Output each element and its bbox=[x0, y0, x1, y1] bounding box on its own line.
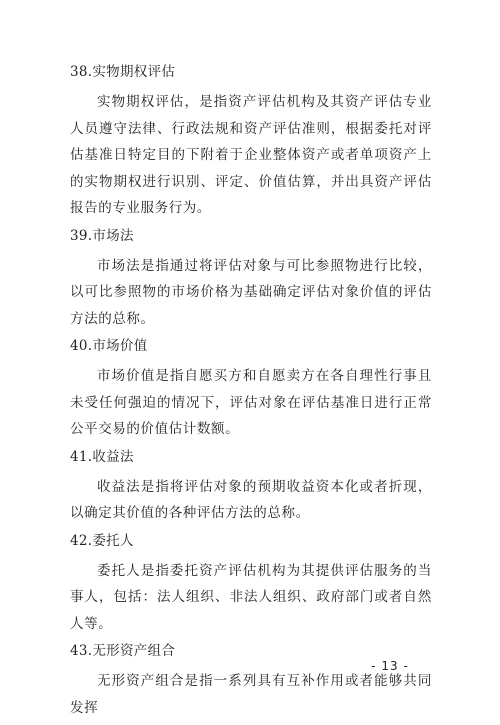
section-heading: 43.无形资产组合 bbox=[70, 643, 176, 659]
section-paragraph: 市场法是指通过将评估对象与可比参照物进行比较，以可比参照物的市场价格为基础确定评估对象价值的评估方法的总称。 bbox=[70, 257, 432, 327]
section-heading: 39.市场法 bbox=[70, 227, 134, 244]
section-39 bbox=[70, 226, 432, 333]
section-40 bbox=[70, 336, 432, 443]
section-paragraph: 实物期权评估，是指资产评估机构及其资产评估专业人员遵守法律、行政法规和资产评估准则，根据委托对评估基准日特定目的下附着于企业整体资产或者单项资产上的实物期权进行识别、评定、价值估算，并出具资产评估报告的专业服务行为。 bbox=[70, 94, 432, 216]
document-body bbox=[70, 62, 432, 725]
section-heading: 41.收益法 bbox=[70, 448, 134, 465]
section-38 bbox=[70, 62, 432, 222]
section-paragraph: 收益法是指将评估对象的预期收益资本化或者折现，以确定其价值的各种评估方法的总称。 bbox=[70, 478, 432, 521]
section-42 bbox=[70, 531, 432, 638]
section-41 bbox=[70, 447, 432, 527]
section-heading: 42.委托人 bbox=[70, 532, 134, 549]
section-43 bbox=[70, 641, 432, 721]
section-paragraph: 无形资产组合是指一系列具有互补作用或者能够共同发挥 bbox=[70, 673, 432, 716]
section-paragraph: 市场价值是指自愿买方和自愿卖方在各自理性行事且未受任何强迫的情况下，评估对象在评估基准日进行正常公平交易的价值估计数额。 bbox=[70, 368, 432, 437]
page-number: - 13 - bbox=[371, 659, 409, 673]
section-paragraph: 委托人是指委托资产评估机构为其提供评估服务的当事人，包括：法人组织、非法人组织、政府部门或者自然人等。 bbox=[70, 562, 432, 632]
section-heading: 38.实物期权评估 bbox=[70, 64, 176, 80]
section-heading: 40.市场价值 bbox=[70, 338, 148, 354]
